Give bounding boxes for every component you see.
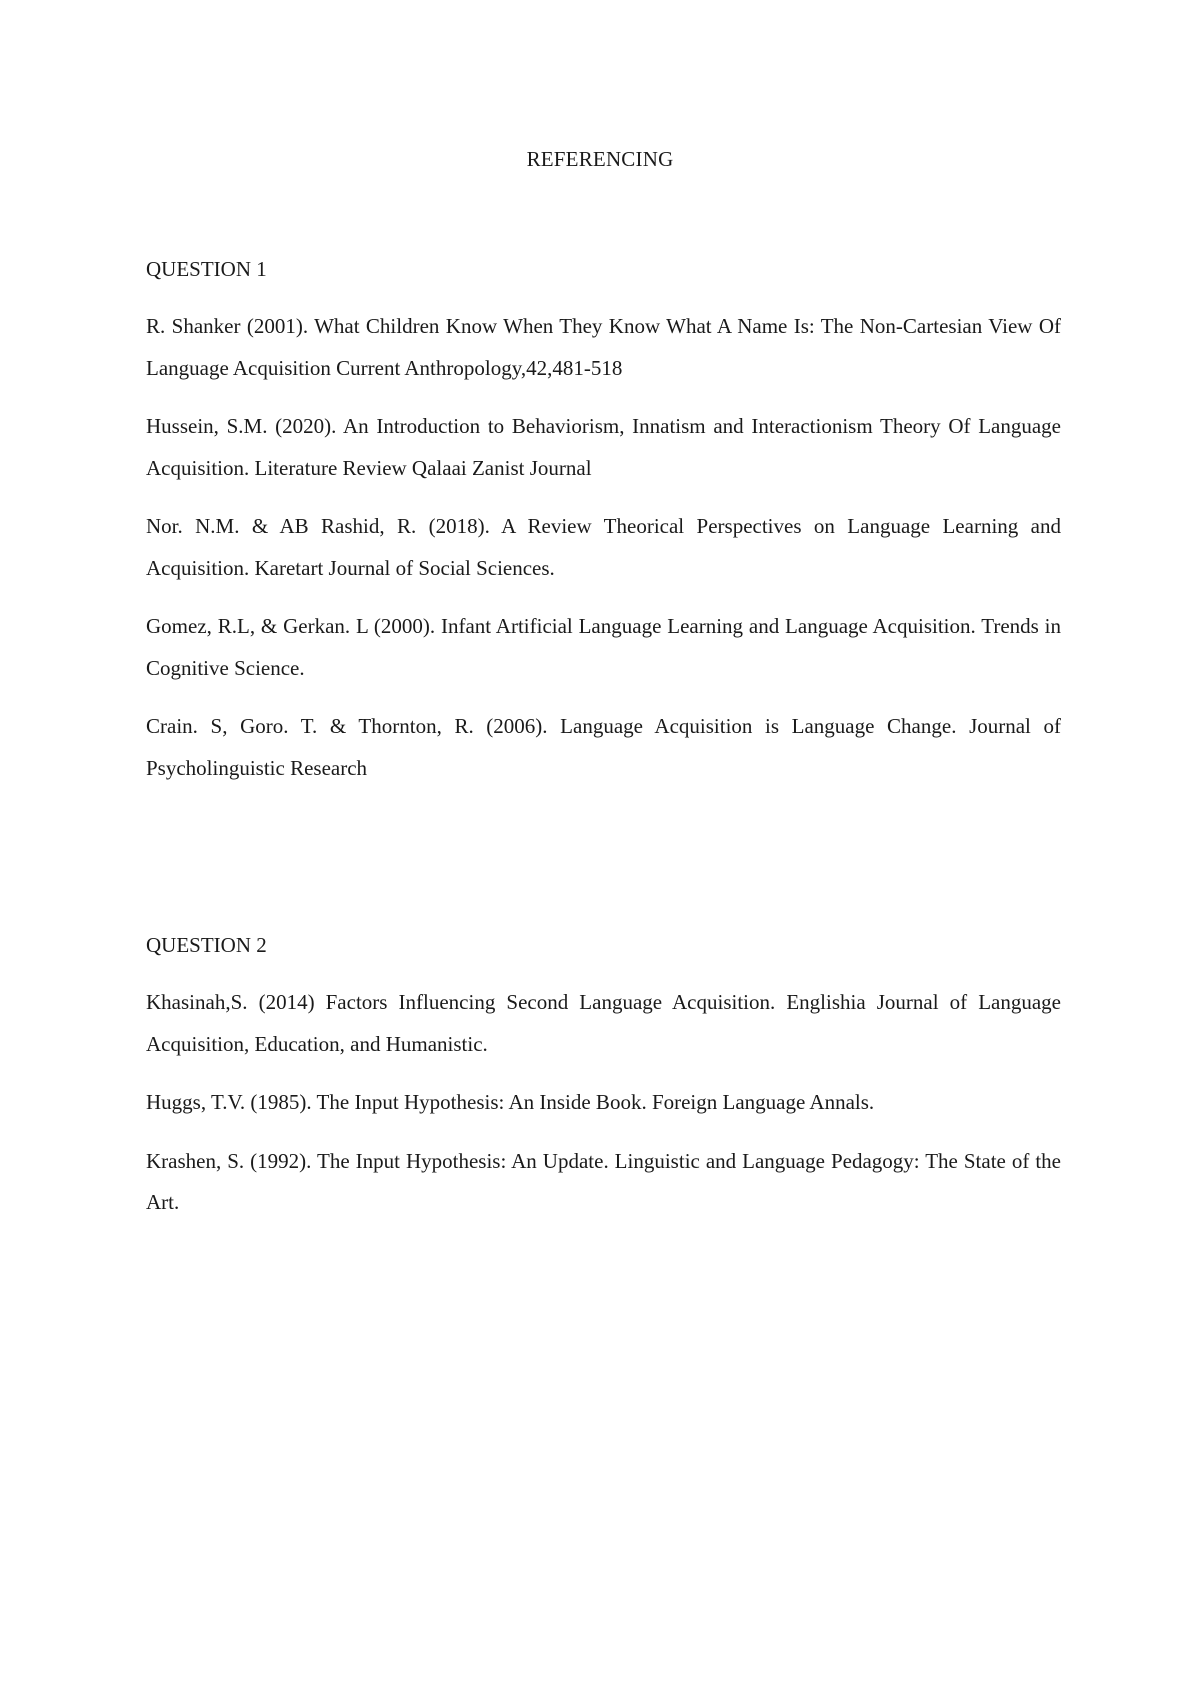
section-heading: QUESTION 1 [146,257,267,281]
section-question-2 [146,930,1061,1241]
reference-entry: Huggs, T.V. (1985). The Input Hypothesis: An Inside Book. Foreign Language Annals. [146,1090,875,1114]
reference-entry: Krashen, S. (1992). The Input Hypothesis: An Update. Linguistic and Language Pedagogy: The State of the Art. [146,1148,1061,1214]
reference-entry: Khasinah,S. (2014) Factors Influencing Second Language Acquisition. Englishia Journal of Language Acquisition, Education, and Humanistic. [146,990,1061,1056]
reference-entry: R. Shanker (2001). What Children Know When They Know What A Name Is: The Non-Cartesian View Of Language Acquisition Current Anthropology,42,481-518 [146,314,1061,380]
reference-entry: Hussein, S.M. (2020). An Introduction to Behaviorism, Innatism and Interactionism Theory Of Language Acquisition. Literature Review Qalaai Zanist Journal [146,414,1061,480]
reference-entry: Nor. N.M. & AB Rashid, R. (2018). A Review Theorical Perspectives on Language Learning and Acquisition. Karetart Journal of Social Sciences. [146,514,1061,580]
section-question-1 [146,254,1061,806]
section-heading: QUESTION 2 [146,933,267,957]
reference-entry: Gomez, R.L, & Gerkan. L (2000). Infant Artificial Language Learning and Language Acquisition. Trends in Cognitive Science. [146,614,1061,680]
document-title: REFERENCING [526,147,674,171]
reference-entry: Crain. S, Goro. T. & Thornton, R. (2006). Language Acquisition is Language Change. Journal of Psycholinguistic Research [146,714,1061,780]
